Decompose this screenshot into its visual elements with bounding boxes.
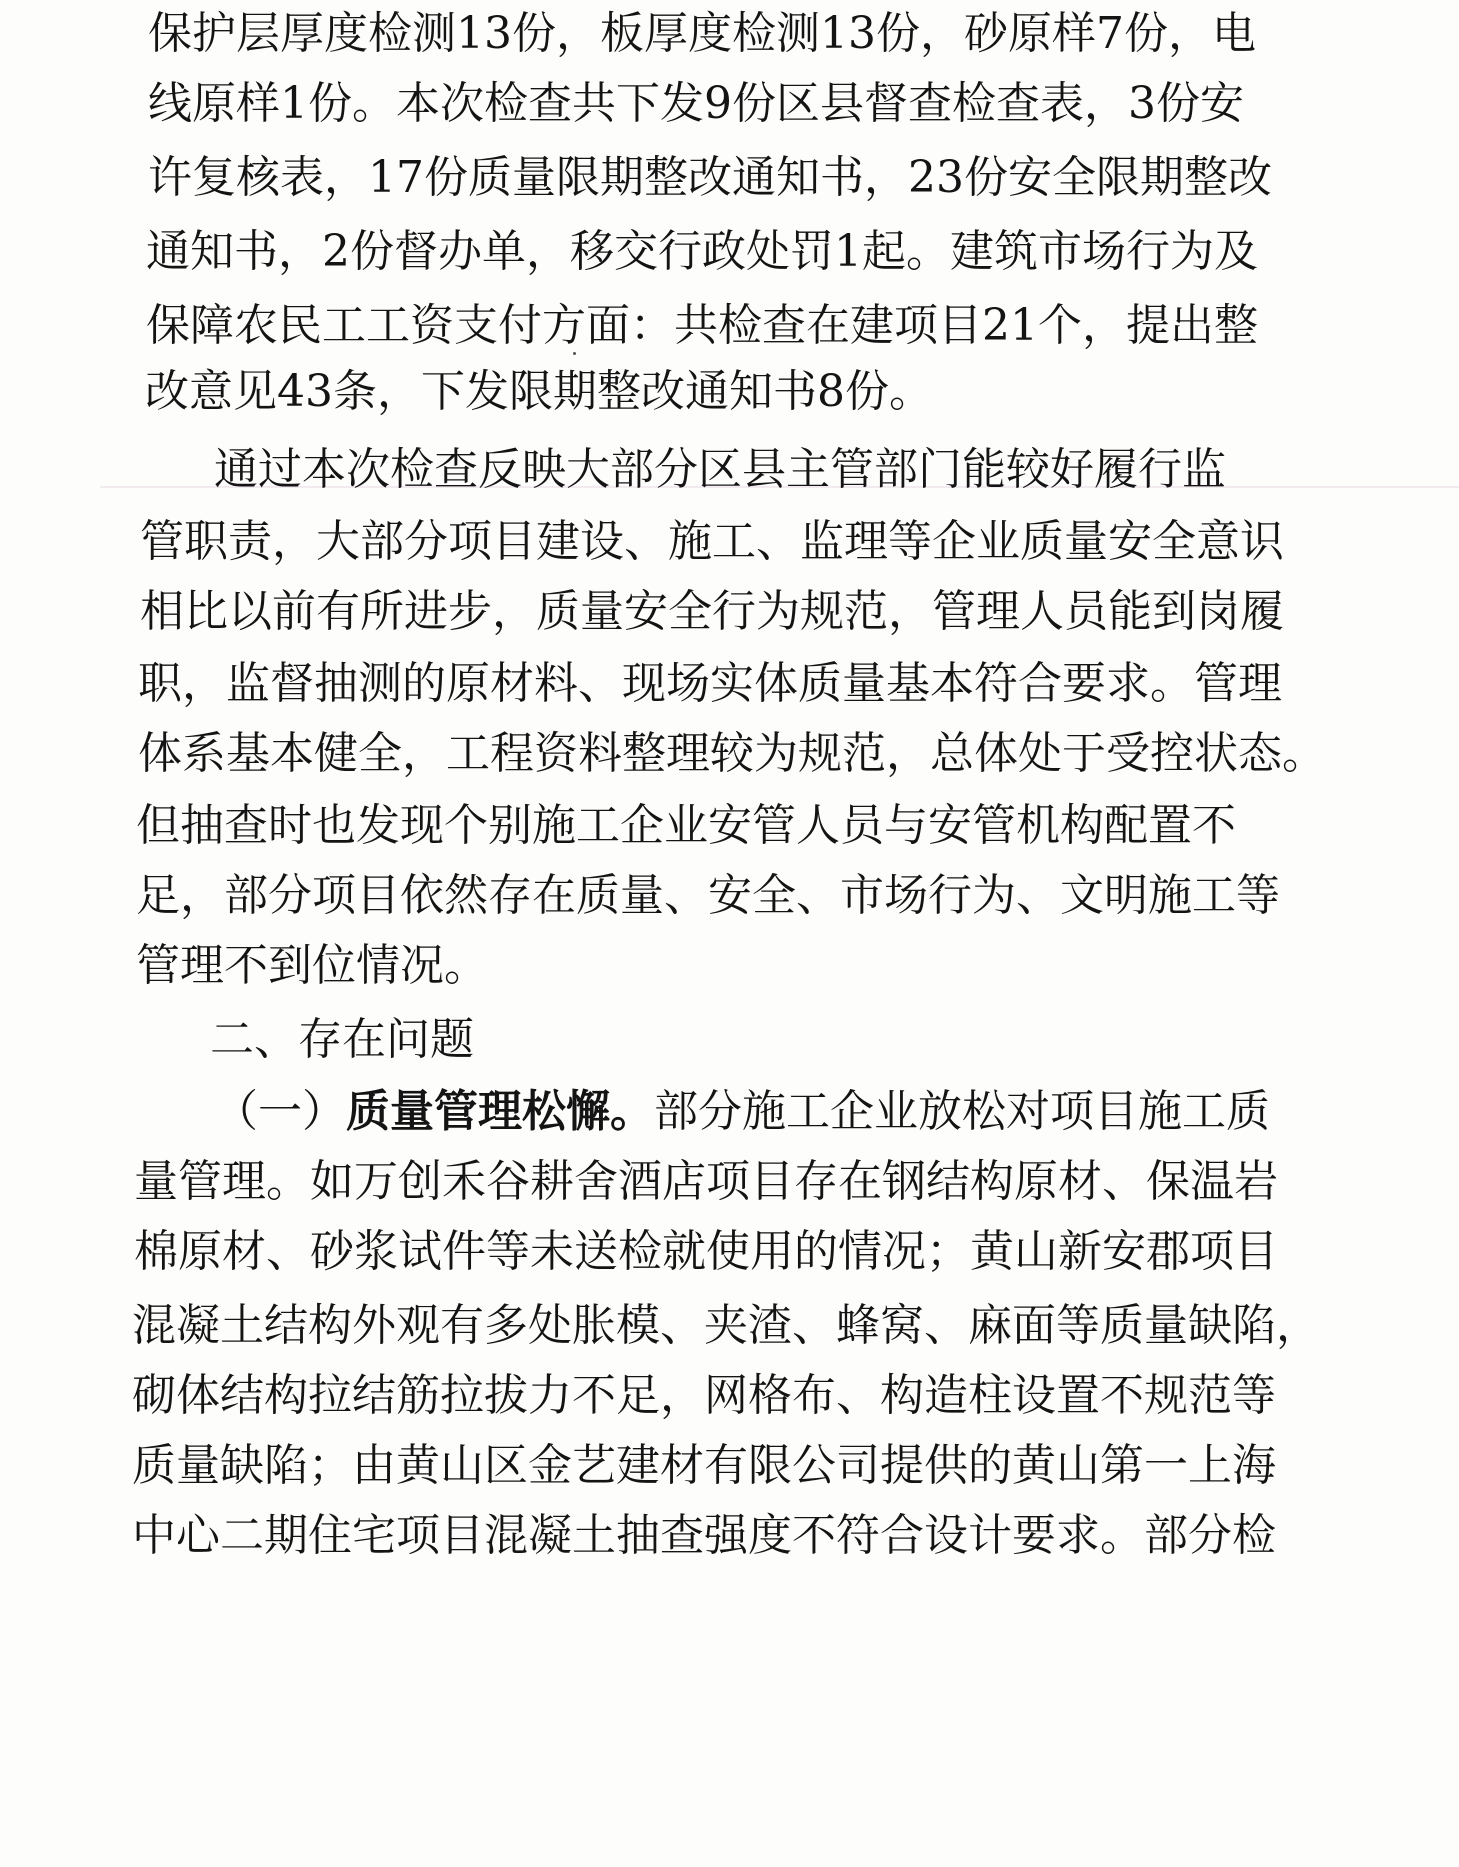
text-line: 职，监督抽测的原材料、现场实体质量基本符合要求。管理 (138, 658, 1282, 709)
text-line: 改意见43条，下发限期整改通知书8份。 (145, 366, 933, 417)
text-line: 通知书，2份督办单，移交行政处罚1起。建筑市场行为及 (146, 226, 1258, 277)
text-line: 管理不到位情况。 (136, 940, 488, 991)
text-line: 砌体结构拉结筋拉拔力不足，网格布、构造柱设置不规范等 (132, 1370, 1276, 1421)
item-text: 部分施工企业放松对项目施工质 (654, 1086, 1270, 1137)
text-line: 棉原材、砂浆试件等未送检就使用的情况；黄山新安郡项目 (134, 1226, 1278, 1277)
item-title: 质量管理松懈。 (346, 1086, 654, 1137)
paragraph-first-line: 通过本次检查反映大部分区县主管部门能较好履行监 (214, 444, 1226, 495)
text-line: 保护层厚度检测13份，板厚度检测13份，砂原样7份，电 (148, 8, 1256, 59)
text-line: 量管理。如万创禾谷耕舍酒店项目存在钢结构原材、保温岩 (134, 1156, 1278, 1207)
text-line: 足，部分项目依然存在质量、安全、市场行为、文明施工等 (136, 870, 1280, 921)
text-line: 但抽查时也发现个别施工企业安管人员与安管机构配置不 (136, 800, 1236, 851)
item-number: （一） (214, 1086, 346, 1137)
text-line: 保障农民工工资支付方面：共检查在建项目21个，提出整 (146, 300, 1258, 351)
section-heading: 二、存在问题 (210, 1014, 474, 1065)
text-line: 线原样1份。本次检查共下发9份区县督查检查表，3份安 (148, 78, 1244, 129)
paragraph-lead-line (214, 1086, 1270, 1138)
text-line: 管职责，大部分项目建设、施工、监理等企业质量安全意识 (140, 516, 1284, 567)
text-line: 许复核表，17份质量限期整改通知书，23份安全限期整改 (148, 152, 1272, 203)
text-line: 体系基本健全，工程资料整理较为规范，总体处于受控状态。 (138, 728, 1326, 779)
text-line: 相比以前有所进步，质量安全行为规范，管理人员能到岗履 (140, 586, 1284, 637)
text-line: 质量缺陷；由黄山区金艺建材有限公司提供的黄山第一上海 (132, 1440, 1276, 1491)
text-line: 中心二期住宅项目混凝土抽查强度不符合设计要求。部分检 (132, 1510, 1276, 1561)
scan-speck (573, 352, 576, 355)
text-line: 混凝土结构外观有多处胀模、夹渣、蜂窝、麻面等质量缺陷， (132, 1300, 1320, 1351)
